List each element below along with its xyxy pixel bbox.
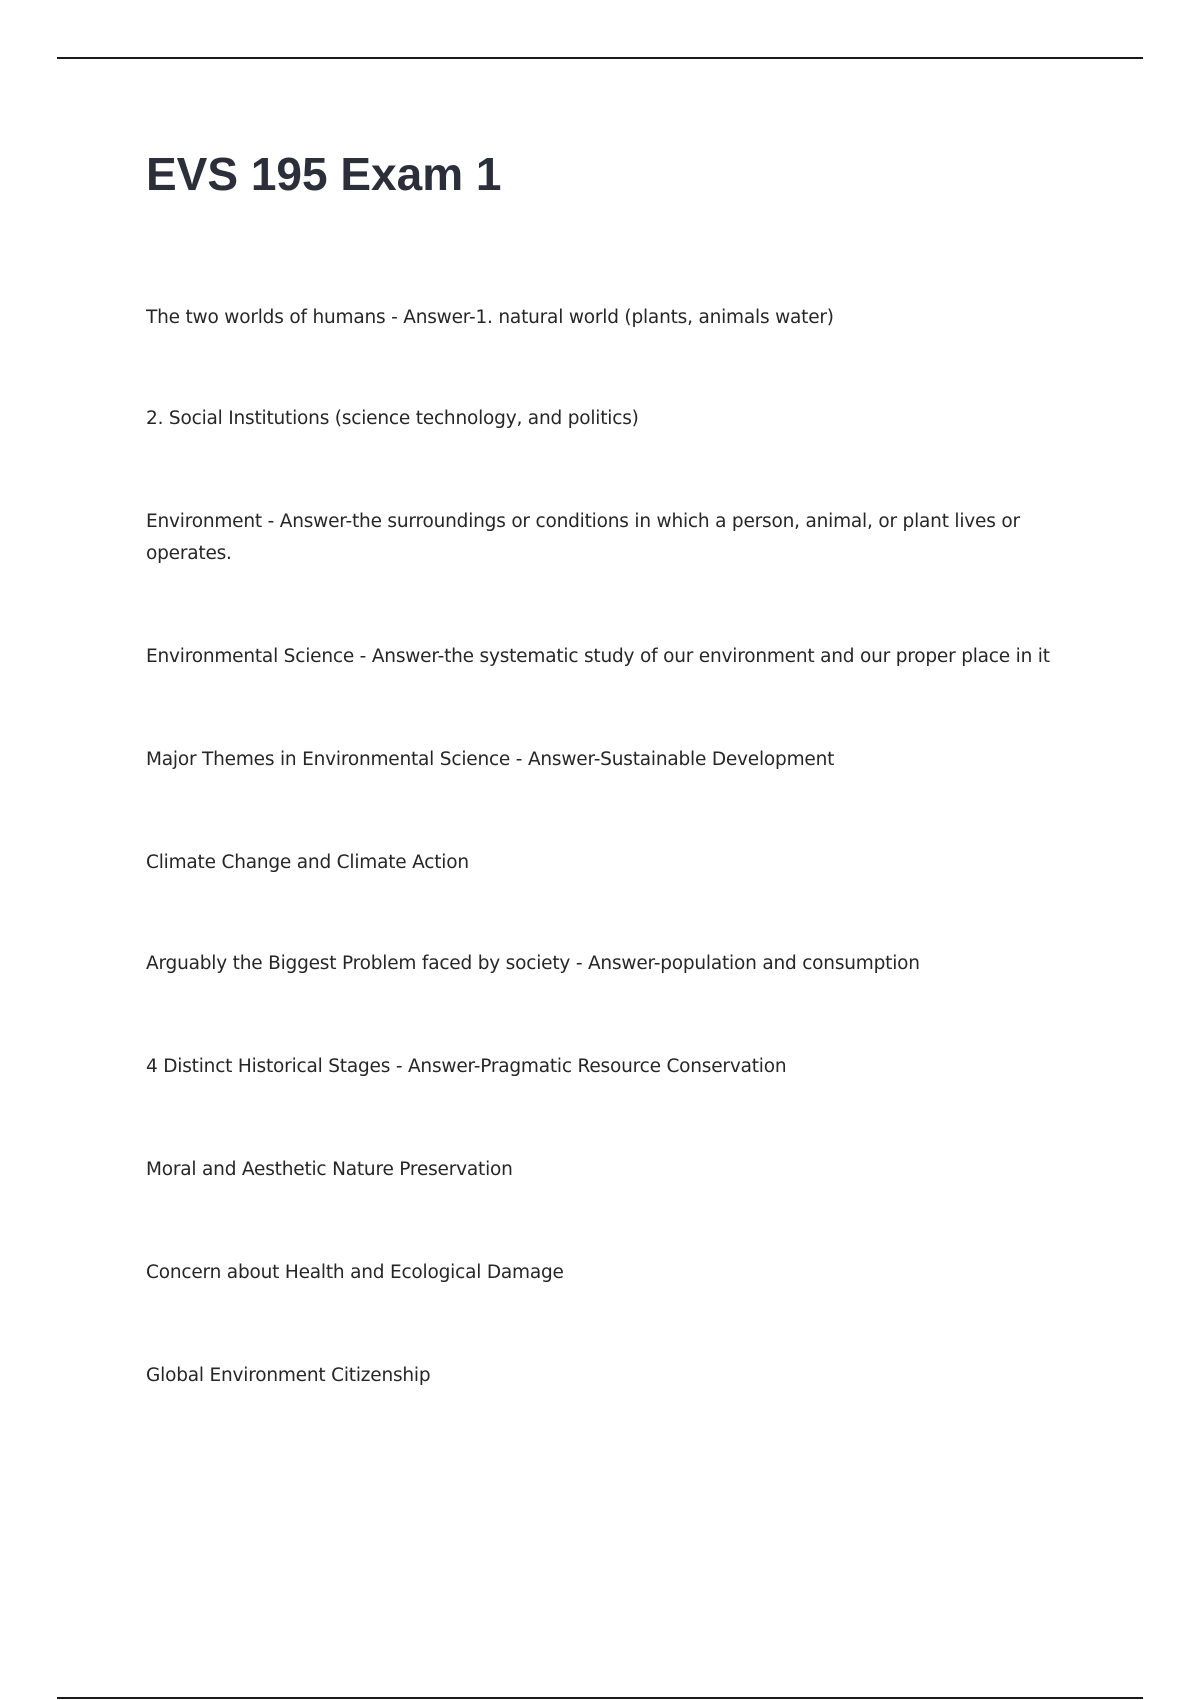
entry-environmental-science: Environmental Science - Answer-the systematic study of our environment and our proper place in it	[146, 646, 1050, 667]
entry-major-themes: Major Themes in Environmental Science - Answer-Sustainable Development	[146, 749, 835, 770]
entry-health-ecological: Concern about Health and Ecological Damage	[146, 1262, 564, 1283]
page-title: EVS 195 Exam 1	[146, 148, 502, 200]
entry-social-institutions: 2. Social Institutions (science technology, and politics)	[146, 408, 639, 429]
entry-historical-stages: 4 Distinct Historical Stages - Answer-Pragmatic Resource Conservation	[146, 1056, 787, 1077]
entry-two-worlds: The two worlds of humans - Answer-1. natural world (plants, animals water)	[146, 307, 834, 328]
entry-biggest-problem: Arguably the Biggest Problem faced by society - Answer-population and consumption	[146, 953, 920, 974]
entry-climate-change: Climate Change and Climate Action	[146, 852, 469, 873]
bottom-rule	[57, 1697, 1143, 1699]
entry-global-citizenship: Global Environment Citizenship	[146, 1365, 431, 1386]
entry-moral-aesthetic: Moral and Aesthetic Nature Preservation	[146, 1159, 513, 1180]
top-rule	[57, 57, 1143, 59]
entry-environment: Environment - Answer-the surroundings or conditions in which a person, animal, or plant lives or operates.	[146, 511, 1020, 564]
